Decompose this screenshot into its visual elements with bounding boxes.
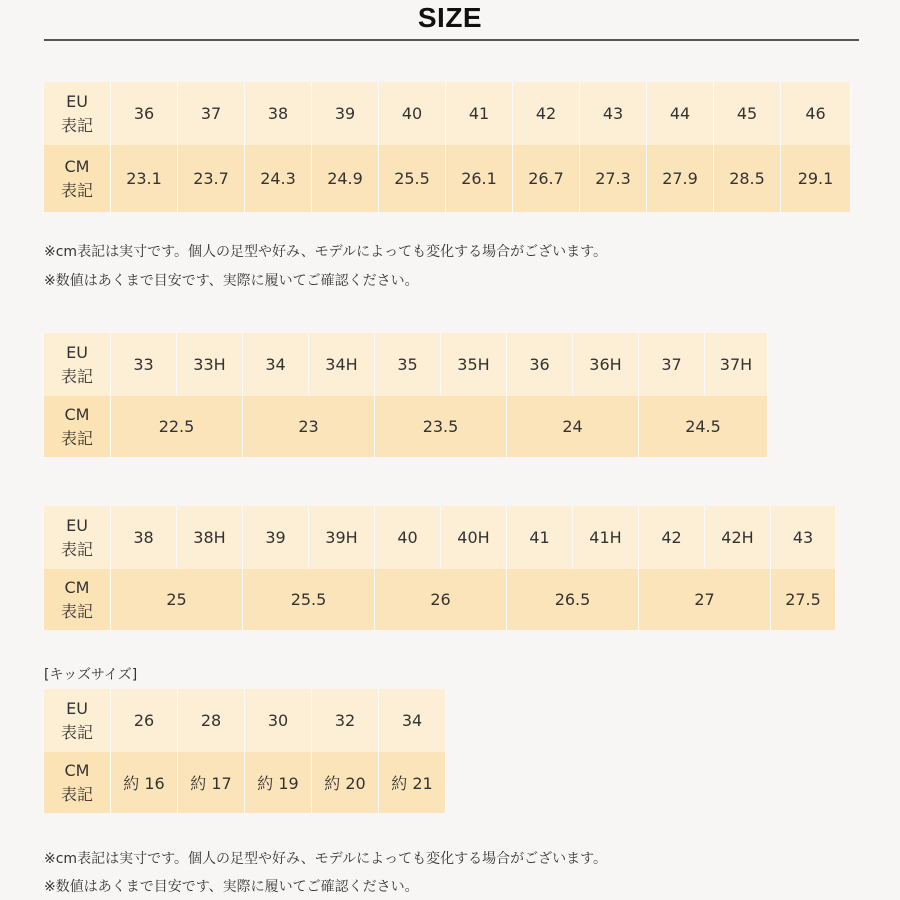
title-divider <box>44 39 859 41</box>
eu-header-label: EU 表記 <box>60 342 93 386</box>
eu-cell: 30 <box>245 689 312 752</box>
eu-cell: 37 <box>178 82 245 145</box>
cm-cell: 約 19 <box>245 752 312 813</box>
cm-row <box>44 145 851 212</box>
kids-size-table <box>43 689 446 813</box>
eu-cell: 36H <box>573 333 639 396</box>
cm-cell: 23 <box>243 396 375 457</box>
eu-cell: 38 <box>245 82 312 145</box>
cm-cell: 29.1 <box>781 145 851 212</box>
cm-cell: 25 <box>111 569 243 630</box>
cm-header-label: CM 表記 <box>60 760 93 804</box>
size-table-1 <box>43 82 851 212</box>
size-table-3 <box>43 506 836 630</box>
eu-cell: 35 <box>375 333 441 396</box>
eu-row <box>44 82 851 145</box>
page-title: SIZE <box>417 2 483 33</box>
eu-cell: 44 <box>647 82 714 145</box>
cm-cell: 24.3 <box>245 145 312 212</box>
eu-cell: 41 <box>507 506 573 569</box>
eu-cell: 46 <box>781 82 851 145</box>
eu-header <box>44 506 111 569</box>
eu-cell: 42 <box>513 82 580 145</box>
cm-cell: 26.7 <box>513 145 580 212</box>
cm-cell: 26.1 <box>446 145 513 212</box>
eu-cell: 40 <box>379 82 446 145</box>
eu-cell: 36 <box>507 333 573 396</box>
eu-header <box>44 82 111 145</box>
cm-cell: 23.7 <box>178 145 245 212</box>
eu-cell: 26 <box>111 689 178 752</box>
eu-header <box>44 689 111 752</box>
cm-cell: 27 <box>639 569 771 630</box>
eu-cell: 34 <box>379 689 446 752</box>
cm-cell: 27.5 <box>771 569 836 630</box>
cm-cell: 約 21 <box>379 752 446 813</box>
cm-cell: 約 16 <box>111 752 178 813</box>
eu-cell: 34H <box>309 333 375 396</box>
cm-header <box>44 145 111 212</box>
cm-cell: 22.5 <box>111 396 243 457</box>
note-line: ※cm表記は実寸です。個人の足型や好み、モデルによっても変化する場合がございます。 <box>44 244 607 260</box>
cm-row <box>44 396 768 457</box>
kids-size-label: [キッズサイズ] <box>44 667 138 683</box>
eu-cell: 36 <box>111 82 178 145</box>
eu-cell: 35H <box>441 333 507 396</box>
cm-header-label: CM 表記 <box>60 404 93 448</box>
size-table-2 <box>43 333 768 457</box>
cm-cell: 25.5 <box>379 145 446 212</box>
cm-header <box>44 569 111 630</box>
eu-row <box>44 333 768 396</box>
cm-cell: 27.9 <box>647 145 714 212</box>
eu-cell: 37H <box>705 333 768 396</box>
eu-header-label: EU 表記 <box>60 515 93 559</box>
eu-cell: 40 <box>375 506 441 569</box>
eu-cell: 43 <box>580 82 647 145</box>
cm-cell: 26.5 <box>507 569 639 630</box>
cm-cell: 24 <box>507 396 639 457</box>
eu-cell: 43 <box>771 506 836 569</box>
cm-cell: 23.1 <box>111 145 178 212</box>
cm-row <box>44 752 446 813</box>
note-line: ※数値はあくまで目安です、実際に履いてご確認ください。 <box>44 273 419 289</box>
cm-cell: 24.9 <box>312 145 379 212</box>
eu-cell: 45 <box>714 82 781 145</box>
cm-cell: 25.5 <box>243 569 375 630</box>
eu-cell: 41H <box>573 506 639 569</box>
eu-cell: 38 <box>111 506 177 569</box>
note-line: ※cm表記は実寸です。個人の足型や好み、モデルによっても変化する場合がございます。 <box>44 851 607 867</box>
eu-cell: 33H <box>177 333 243 396</box>
cm-cell: 24.5 <box>639 396 768 457</box>
eu-cell: 28 <box>178 689 245 752</box>
eu-cell: 42 <box>639 506 705 569</box>
eu-cell: 32 <box>312 689 379 752</box>
cm-cell: 約 17 <box>178 752 245 813</box>
cm-cell: 23.5 <box>375 396 507 457</box>
eu-header-label: EU 表記 <box>60 698 93 742</box>
eu-cell: 33 <box>111 333 177 396</box>
eu-row <box>44 506 836 569</box>
eu-cell: 34 <box>243 333 309 396</box>
eu-cell: 37 <box>639 333 705 396</box>
eu-row <box>44 689 446 752</box>
eu-cell: 42H <box>705 506 771 569</box>
cm-cell: 26 <box>375 569 507 630</box>
cm-header <box>44 752 111 813</box>
eu-cell: 39 <box>312 82 379 145</box>
note-line: ※数値はあくまで目安です、実際に履いてご確認ください。 <box>44 879 419 895</box>
cm-header-label: CM 表記 <box>60 577 93 621</box>
eu-cell: 40H <box>441 506 507 569</box>
cm-row <box>44 569 836 630</box>
eu-cell: 38H <box>177 506 243 569</box>
eu-cell: 41 <box>446 82 513 145</box>
eu-cell: 39 <box>243 506 309 569</box>
cm-header-label: CM 表記 <box>60 156 93 200</box>
cm-cell: 約 20 <box>312 752 379 813</box>
cm-header <box>44 396 111 457</box>
eu-header-label: EU 表記 <box>60 91 93 135</box>
cm-cell: 28.5 <box>714 145 781 212</box>
eu-header <box>44 333 111 396</box>
cm-cell: 27.3 <box>580 145 647 212</box>
eu-cell: 39H <box>309 506 375 569</box>
